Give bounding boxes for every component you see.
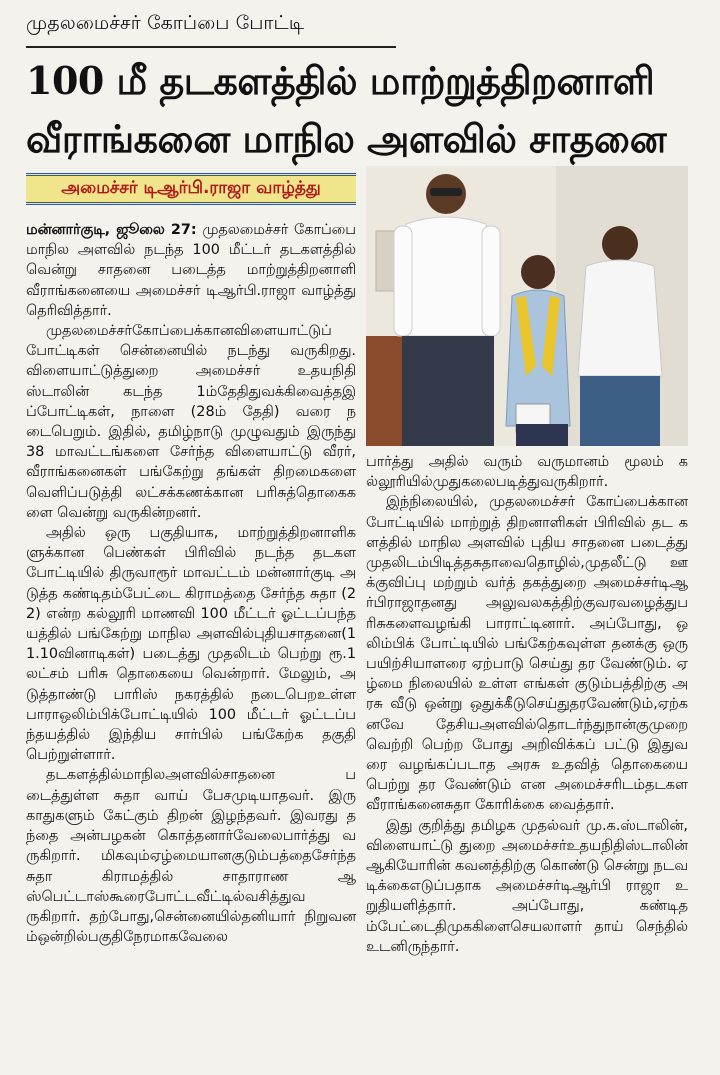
article-paragraph: பார்த்து அதில் வரும் வருமானம் மூலம் கல்லூரியில்முதுகலைபடித்துவருகிறார். xyxy=(366,454,688,491)
dateline: மன்னார்குடி, ஜூலை 27: xyxy=(26,222,197,238)
article-paragraph: முதலமைச்சர்கோப்பைக்கானவிளையாட்டுப் போட்டிகள் சென்னையில் நடந்து வருகிறது. விளையாட்டுத்துறை அமைச்சர் உதயநிதி ஸ்டாலின் கடந்த 1ம்தேதிதுவக்கிவைத்தஇப்போட்டிகள், நாளை (28ம் தேதி) வரை நடைபெறும். இதில், தமிழ்நாடு முழுவதும் இருந்து 38 மாவட்டங்களை சேர்ந்த விளையாட்டு வீரர், வீராங்கனைகள் பங்கேற்று தங்கள் திறமைகளை வெளிப்படுத்தி லட்சக்கணக்கான பரிசுத்தொகைகளை வென்று வருகின்றனர். xyxy=(26,323,356,521)
article-paragraph: இது குறித்து தமிழக முதல்வர் மு.க.ஸ்டாலின், விளையாட்டு துறை அமைச்சர்உதயநிதிஸ்டாலின் ஆகியோரின் கவனத்திற்கு கொண்டு சென்று நடவடிக்கைஎடுப்பதாக அமைச்சர்டிஆர்பி ராஜா உறுதியளித்தார். அப்போது, கண்டிதம்பேட்டைதிமுககிளைசெயலாளர் தாய் செந்தில் உடனிருந்தார். xyxy=(366,817,688,955)
headline xyxy=(26,52,706,168)
article-paragraph: தடகளத்தில்மாநிலஅளவில்சாதனை படைத்துள்ள சுதா வாய் பேசமுடியாதவர். இரு காதுகளும் கேட்கும் திறன் இழந்தவர். இவரது தந்தை அன்பழகன் கொத்தனார்வேலைபார்த்து வருகிறார். மிகவும்ஏழ்மையானகுடும்பத்தைசேர்ந்த சுதா கிராமத்தில் சாதாராண ஆஸ்பெட்டாஸ்கூரைபோட்டவீட்டில்வசித்துவருகிறார். தற்போது,சென்னையில்தனியார் நிறுவனம்ஒன்றில்பகுதிநேரமாகவேலை xyxy=(26,767,356,946)
kicker-divider xyxy=(26,46,396,48)
news-photo-illustration xyxy=(366,166,688,446)
article-paragraph: அதில் ஒரு பகுதியாக, மாற்றுத்திறனாளிகளுக்கான பெண்கள் பிரிவில் நடந்த தடகள போட்டியில் திருவாரூர் மாவட்டம் மன்னார்குடி அடுத்த கண்டிதம்பேட்டை கிராமத்தை சேர்ந்த சுதா (22) என்ற கல்லூரி மாணவி 100 மீட்டர் ஓட்டப்பந்தயத்தில் பங்கேற்று மாநில அளவில்புதியசாதனை(11.10வினாடிகள்) படைத்து முதலிடம் பெற்று ரூ.1 லட்சம் பரிசு தொகையை வென்றார். மேலும், அடுத்தாண்டு பாரிஸ் நகரத்தில் நடைபெறஉள்ளபாராஒலிம்பிக்போட்டியில் 100 மீட்டர் ஓட்டப்பந்தயத்தில் இந்திய சார்பில் பங்கேற்க தகுதி பெற்றுள்ளார். xyxy=(26,525,356,764)
article-paragraph-text: முதலமைச்சர் கோப்பை மாநில அளவில் நடந்த 100 மீட்டர் தடகளத்தில் வென்று சாதனை படைத்த மாற்றுத்திறனாளி வீராங்கனையை அமைச்சர் டிஆர்பி.ராஜா வாழ்த்து தெரிவித்தார். xyxy=(26,222,356,319)
subheadline: அமைச்சர் டிஆர்பி.ராஜா வாழ்த்து xyxy=(61,178,321,198)
article-paragraph: இந்நிலையில், முதலமைச்சர் கோப்பைக்கான போட்டியில் மாற்றுத் திறனாளிகள் பிரிவில் தட களத்தில் மாநில அளவில் புதிய சாதனை படைத்து முதலிடம்பிடித்தசுதாவைதொழில்,முதலீட்டு ஊக்குவிப்பு மற்றும் வர்த் தகத்துறை அமைச்சர்டிஆர்பிராஜாதனது அலுவலகத்திற்குவரவழைத்துபரிசுகளைவழங்கி பாராட்டினார். அப்போது, ஒலிம்பிக் போட்டியில் பங்கேற்கவுள்ள தனக்கு ஒரு பயிற்சியாளரை ஏற்பாடு செய்து தர வேண்டும். ஏழ்மை நிலையில் உள்ள எங்கள் குடும்பத்திற்கு அரசு வீடு ஒன்று ஒதுக்கீடுசெய்துதரவேண்டும்,ஏற்கனவே தேசியஅளவில்தொடர்ந்துநான்குமுறை வெற்றி பெற்ற போது அறிவிக்கப் பட்டு இதுவரை வழங்கப்படாத அரசு உதவித் தொகையை பெற்று தர வேண்டும் என அமைச்சரிடம்தடகளவீராங்கனைசுதா கோரிக்கை வைத்தார். xyxy=(366,494,688,814)
headline-line-2: வீராங்கனை மாநில அளவில் சாதனை xyxy=(26,116,667,161)
article-paragraph xyxy=(26,220,356,321)
article-column-2 xyxy=(366,452,688,1062)
headline-line-1: 100 மீ தடகளத்தில் மாற்றுத்திறனாளி xyxy=(26,58,655,103)
kicker-label: முதலமைச்சர் கோப்பை போட்டி xyxy=(26,12,305,34)
news-photo xyxy=(366,166,688,446)
article-column-1 xyxy=(26,220,356,1065)
